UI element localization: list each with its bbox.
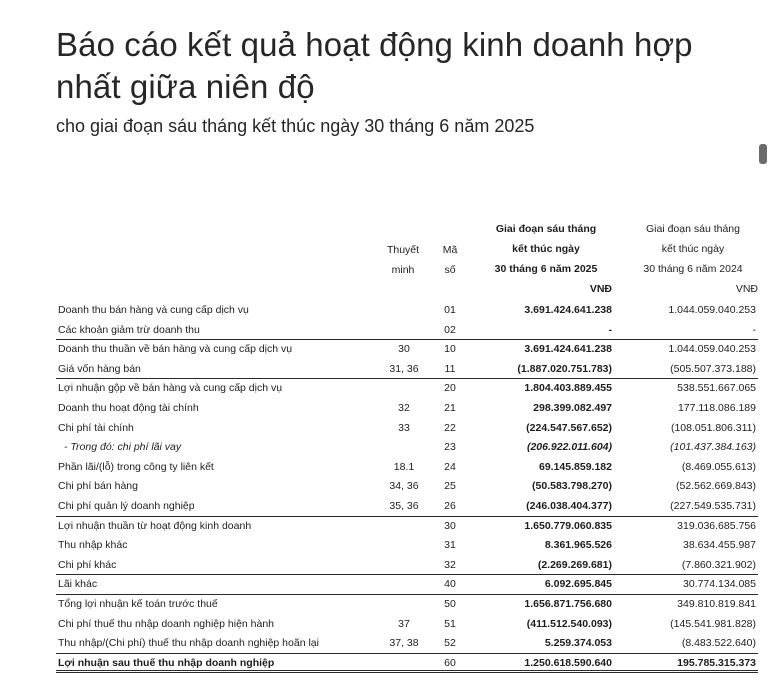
row-code: 40 [444, 578, 456, 591]
row-current-value: 8.361.965.526 [544, 539, 612, 552]
row-current-value: (2.269.269.681) [537, 558, 612, 571]
row-label: Các khoản giảm trừ doanh thu [58, 323, 200, 336]
row-note: 37 [398, 617, 410, 630]
row-code: 52 [444, 637, 456, 650]
row-current-value: - [608, 323, 612, 336]
table-row [56, 398, 758, 418]
row-code: 32 [444, 558, 456, 571]
row-current-value: 1.650.779.060.835 [524, 519, 612, 532]
page-subtitle: cho giai đoạn sáu tháng kết thúc ngày 30 tháng 6 năm 2025 [56, 116, 535, 136]
row-code: 26 [444, 499, 456, 512]
row-label: Doanh thu thuần về bán hàng và cung cấp dịch vụ [58, 343, 293, 356]
row-label: Lợi nhuận sau thuế thu nhập doanh nghiệp [58, 656, 275, 669]
row-note: 32 [398, 401, 410, 414]
row-note: 31, 36 [389, 362, 419, 375]
row-code: 51 [444, 617, 456, 630]
row-previous-value: (52.562.669.843) [676, 480, 756, 493]
row-code: 31 [444, 539, 456, 552]
table-row [56, 653, 758, 673]
row-previous-value: 1.044.059.040.253 [668, 304, 756, 316]
row-current-value: (50.583.798.270) [532, 480, 612, 493]
header-previous-currency: VNĐ [735, 283, 758, 295]
row-label: Thu nhập khác [58, 539, 128, 552]
row-label: Lãi khác [58, 578, 98, 591]
table-row [56, 418, 758, 438]
table-row [56, 378, 758, 398]
table-row [56, 614, 758, 634]
scrollbar-thumb[interactable] [759, 144, 767, 164]
row-previous-value: (505.507.373.188) [670, 362, 756, 375]
row-current-value: (206.922.011.604) [526, 441, 612, 454]
table-row [56, 516, 758, 536]
header-note [372, 240, 434, 280]
header-code [436, 240, 464, 280]
page-title: Báo cáo kết quả hoạt động kinh doanh hợp nhất giữa niên độ [56, 26, 693, 105]
row-previous-value: (101.437.384.163) [670, 441, 756, 454]
row-previous-value: 538.551.667.065 [677, 382, 756, 395]
header-current-currency: VNĐ [589, 283, 612, 295]
row-label: Chi phí tài chính [58, 421, 134, 434]
table-row [56, 574, 758, 594]
row-code: 02 [444, 323, 456, 336]
row-code: 01 [444, 304, 456, 316]
row-previous-value: 349.810.819.841 [677, 597, 756, 610]
row-label: Giá vốn hàng bán [58, 362, 141, 375]
header-previous-line: 30 tháng 6 năm 2024 [643, 263, 743, 275]
row-note: 30 [398, 343, 410, 356]
row-previous-value: 177.118.086.189 [677, 401, 756, 414]
row-previous-value: (227.549.535.731) [670, 499, 756, 512]
row-label: Lợi nhuận thuần từ hoạt động kinh doanh [58, 519, 252, 532]
row-current-value: 5.259.374.053 [544, 637, 612, 650]
row-label: Tổng lợi nhuận kế toán trước thuế [58, 597, 218, 610]
table-row [56, 535, 758, 555]
row-previous-value: 195.785.315.373 [677, 656, 756, 669]
row-code: 22 [444, 421, 456, 434]
row-code: 60 [444, 656, 456, 669]
row-previous-value: (145.541.981.828) [670, 617, 756, 630]
row-current-value: (1.887.020.751.783) [517, 362, 612, 375]
table-row [56, 457, 758, 477]
row-current-value: 1.804.403.889.455 [524, 382, 612, 395]
row-code: 30 [444, 519, 456, 532]
row-label: Chi phí thuế thu nhập doanh nghiệp hiện hành [58, 617, 275, 630]
row-label: Chi phí khác [58, 558, 117, 571]
row-previous-value: (8.469.055.613) [681, 460, 756, 473]
row-code: 23 [444, 441, 456, 454]
table-row [56, 594, 758, 614]
row-code: 11 [444, 362, 456, 375]
row-note: 37, 38 [389, 637, 419, 650]
header-current-line: 30 tháng 6 năm 2025 [494, 263, 598, 275]
row-note: 35, 36 [389, 499, 419, 512]
row-label: - Trong đó: chi phí lãi vay [64, 441, 182, 454]
row-label: Doanh thu bán hàng và cung cấp dịch vụ [58, 304, 249, 316]
row-current-value: (411.512.540.093) [526, 617, 612, 630]
header-previous-line: Giai đoạn sáu tháng [646, 223, 740, 235]
row-label: Chi phí bán hàng [58, 480, 138, 493]
row-current-value: 69.145.859.182 [539, 460, 612, 473]
table-row [56, 555, 758, 575]
table-row [56, 633, 758, 653]
header-current-period [480, 219, 612, 299]
row-previous-value: 30.774.134.085 [683, 578, 756, 591]
table-row [56, 359, 758, 379]
row-current-value: 6.092.695.845 [544, 578, 612, 591]
row-code: 25 [444, 480, 456, 493]
table-row [56, 339, 758, 359]
row-note: 34, 36 [389, 480, 419, 493]
header-current-line: kết thúc ngày [512, 243, 580, 255]
header-previous-period [628, 219, 758, 299]
table-row [56, 476, 758, 496]
row-current-value: 1.250.618.590.640 [524, 656, 612, 669]
row-label: Doanh thu hoạt động tài chính [58, 401, 199, 414]
row-current-value: (224.547.567.652) [526, 421, 612, 434]
row-previous-value: - [752, 323, 756, 336]
row-previous-value: (108.051.806.311) [670, 421, 756, 434]
row-code: 10 [444, 343, 456, 356]
row-label: Chi phí quản lý doanh nghiệp [58, 499, 195, 512]
row-label: Thu nhập/(Chi phí) thuế thu nhập doanh nghiệp hoãn lại [58, 637, 319, 650]
table-row [56, 496, 758, 516]
row-previous-value: 38.634.455.987 [683, 539, 756, 552]
row-previous-value: (7.860.321.902) [681, 558, 756, 571]
table-row [56, 437, 758, 457]
header-current-line: Giai đoạn sáu tháng [495, 223, 597, 235]
row-previous-value: 1.044.059.040.253 [668, 343, 756, 356]
row-current-value: (246.038.404.377) [526, 499, 612, 512]
income-statement-table [56, 300, 758, 672]
row-code: 50 [444, 597, 456, 610]
row-previous-value: (8.483.522.640) [681, 637, 756, 650]
table-row [56, 300, 758, 320]
row-current-value: 3.691.424.641.238 [524, 343, 612, 356]
row-current-value: 298.399.082.497 [533, 401, 612, 414]
row-current-value: 3.691.424.641.238 [524, 304, 612, 316]
header-code-line: Mã [442, 244, 458, 256]
header-note-line: minh [391, 264, 415, 276]
row-current-value: 1.656.871.756.680 [524, 597, 612, 610]
row-label: Lợi nhuận gộp về bán hàng và cung cấp dịch vụ [58, 382, 283, 395]
row-note: 33 [398, 421, 410, 434]
header-code-line: số [444, 264, 456, 276]
header-previous-line: kết thúc ngày [661, 243, 725, 255]
row-code: 20 [444, 382, 456, 395]
table-row [56, 320, 758, 340]
row-previous-value: 319.036.685.756 [677, 519, 756, 532]
header-note-line: Thuyết [386, 244, 420, 256]
row-note: 18.1 [393, 460, 415, 473]
row-label: Phần lãi/(lỗ) trong công ty liên kết [58, 460, 214, 473]
row-code: 24 [444, 460, 456, 473]
row-code: 21 [444, 401, 456, 414]
